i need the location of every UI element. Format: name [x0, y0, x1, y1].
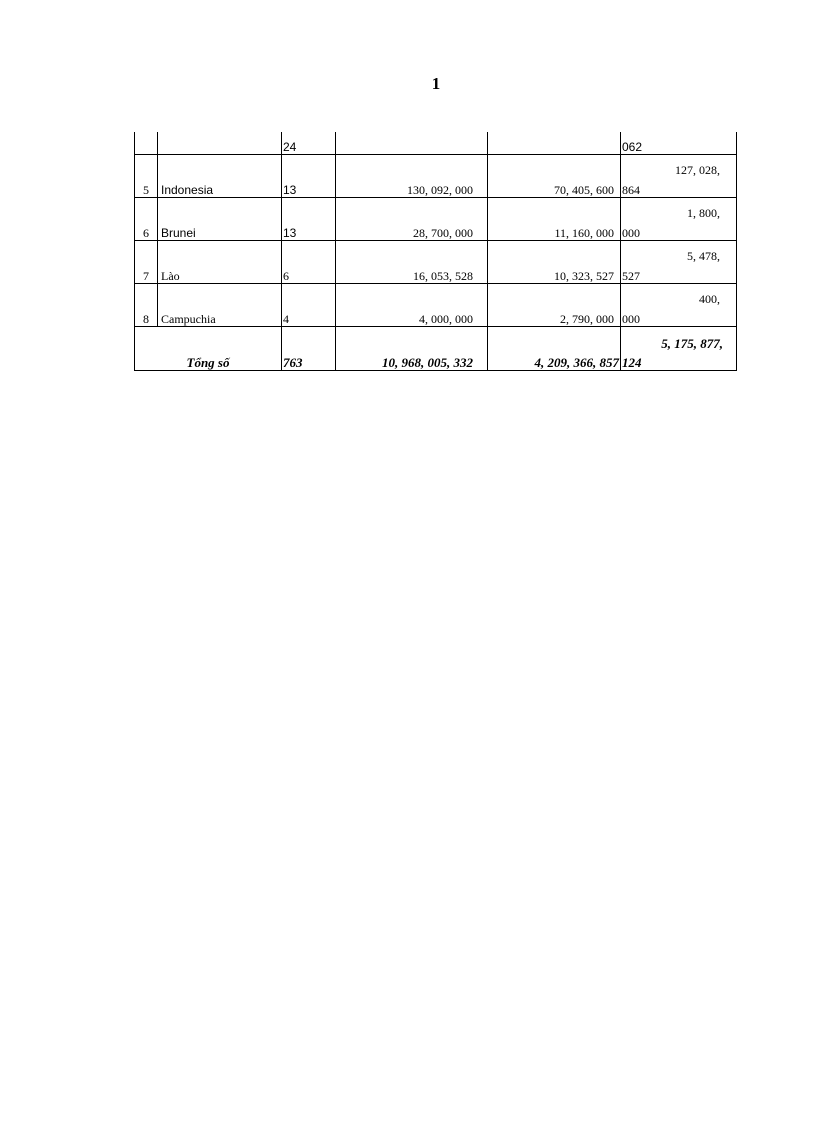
index-cell: 6 [135, 198, 158, 241]
country-cell: Brunei [158, 198, 282, 241]
value-c-tail: 062 [622, 140, 643, 154]
index-cell: 7 [135, 241, 158, 284]
value-c-bottom: 527 [622, 269, 640, 283]
value-c-cell [621, 132, 737, 155]
value-c-bottom: 000 [622, 312, 640, 326]
count-cell: 13 [282, 198, 336, 241]
total-value-c [621, 327, 737, 371]
count-cell: 13 [282, 155, 336, 198]
value-c-bottom: 000 [622, 226, 640, 240]
total-row [135, 327, 737, 371]
value-b-cell [488, 132, 621, 155]
total-value-b: 4, 209, 366, 857 [488, 327, 621, 371]
value-c-cell [621, 241, 737, 284]
total-value-c-top: 5, 175, 877, [661, 336, 723, 351]
value-a-cell: 130, 092, 000 [336, 155, 488, 198]
value-b-cell: 70, 405, 600 [488, 155, 621, 198]
value-c-cell [621, 198, 737, 241]
table-row [135, 155, 737, 198]
country-cell: Campuchia [158, 284, 282, 327]
value-a-cell [336, 132, 488, 155]
value-a-cell: 16, 053, 528 [336, 241, 488, 284]
total-count: 763 [282, 327, 336, 371]
table-row [135, 241, 737, 284]
value-b-cell: 10, 323, 527 [488, 241, 621, 284]
index-cell [135, 132, 158, 155]
count-cell: 24 [282, 132, 336, 155]
value-c-top: 127, 028, [675, 163, 720, 177]
value-c-cell [621, 284, 737, 327]
table-row [135, 198, 737, 241]
count-cell: 4 [282, 284, 336, 327]
investment-table [134, 132, 737, 371]
value-a-cell: 28, 700, 000 [336, 198, 488, 241]
value-c-top: 1, 800, [687, 206, 720, 220]
table-row [135, 132, 737, 155]
index-cell: 5 [135, 155, 158, 198]
country-cell: Indonesia [158, 155, 282, 198]
country-cell [158, 132, 282, 155]
value-b-cell: 2, 790, 000 [488, 284, 621, 327]
value-c-bottom: 864 [622, 183, 640, 197]
page-number: 1 [431, 74, 441, 93]
value-c-top: 400, [699, 292, 720, 306]
total-value-c-bottom: 124 [622, 355, 642, 370]
total-value-a: 10, 968, 005, 332 [336, 327, 488, 371]
table-row [135, 284, 737, 327]
total-label: Tổng số [135, 327, 282, 371]
count-cell: 6 [282, 241, 336, 284]
value-b-cell: 11, 160, 000 [488, 198, 621, 241]
country-cell: Lào [158, 241, 282, 284]
value-a-cell: 4, 000, 000 [336, 284, 488, 327]
value-c-top: 5, 478, [687, 249, 720, 263]
index-cell: 8 [135, 284, 158, 327]
value-c-cell [621, 155, 737, 198]
